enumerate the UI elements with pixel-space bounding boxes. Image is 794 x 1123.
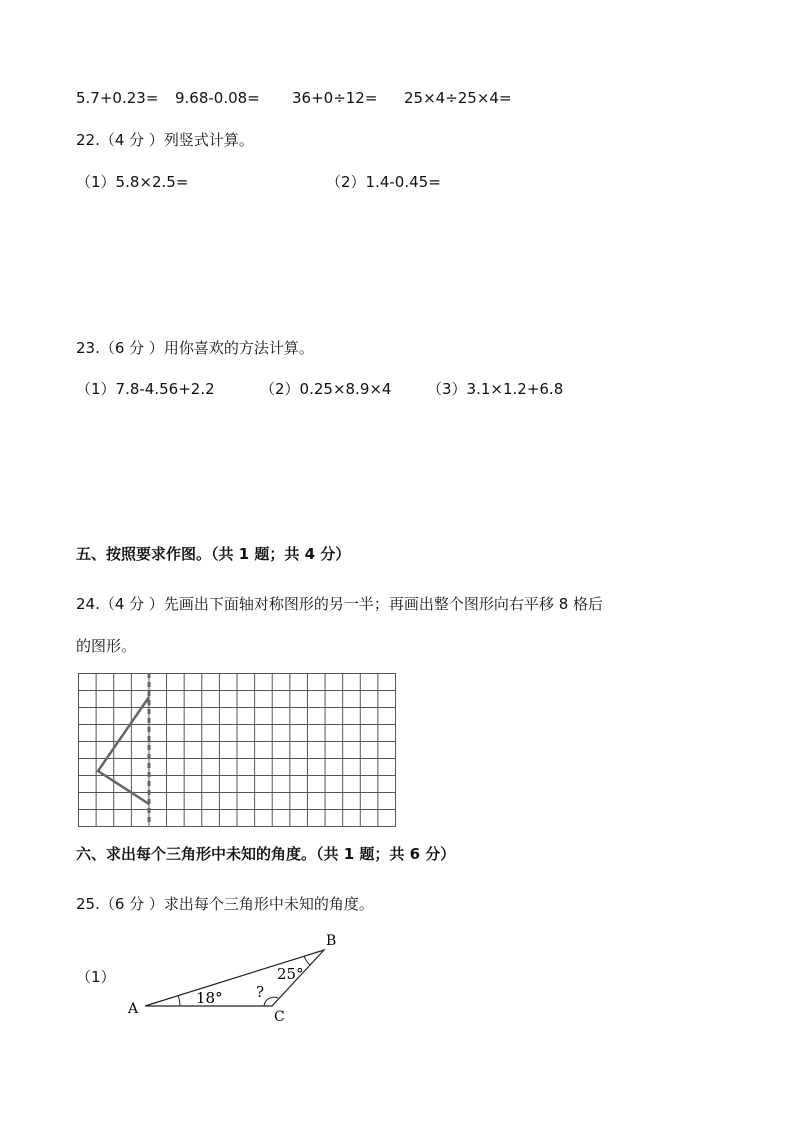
section5-title: 五、按照要求作图。（共 1 题；共 4 分） [76,545,351,563]
q23-item-1: （1）7.8-4.56+2.2 [76,380,215,398]
angle-a-value: 18° [196,989,223,1007]
vertex-b-label: B [326,933,337,949]
angle-arc-a [178,995,180,1006]
angle-arc-b [304,956,310,965]
grid-lines [79,674,396,827]
q23-title: 23.（6 分 ）用你喜欢的方法计算。 [76,339,314,357]
q22-item-2: （2）1.4-0.45= [326,173,441,191]
half-figure [98,697,149,804]
q24-title-line2: 的图形。 [76,637,137,655]
vertex-a-label: A [128,1001,139,1017]
q21-item-3: 36+0÷12= [292,89,378,107]
q21-item-1: 5.7+0.23= [76,89,159,107]
q24-title-line1: 24.（4 分 ）先画出下面轴对称图形的另一半；再画出整个图形向右平移 8 格后 [76,595,604,613]
q23-item-3: （3）3.1×1.2+6.8 [427,380,564,398]
q21-item-2: 9.68-0.08= [175,89,260,107]
angle-c-value: ? [256,983,265,1001]
q25-sub-label: （1） [76,968,116,986]
q25-title: 25.（6 分 ）求出每个三角形中未知的角度。 [76,895,374,913]
q21-item-4: 25×4÷25×4= [404,89,512,107]
triangle-figure [120,925,350,1025]
q22-title: 22.（4 分 ）列竖式计算。 [76,131,254,149]
q23-item-2: （2）0.25×8.9×4 [260,380,392,398]
vertex-c-label: C [274,1009,285,1025]
angle-b-value: 25° [277,965,304,983]
section6-title: 六、求出每个三角形中未知的角度。（共 1 题；共 6 分） [76,845,456,863]
symmetry-grid [78,673,398,829]
q22-item-1: （1）5.8×2.5= [76,173,189,191]
